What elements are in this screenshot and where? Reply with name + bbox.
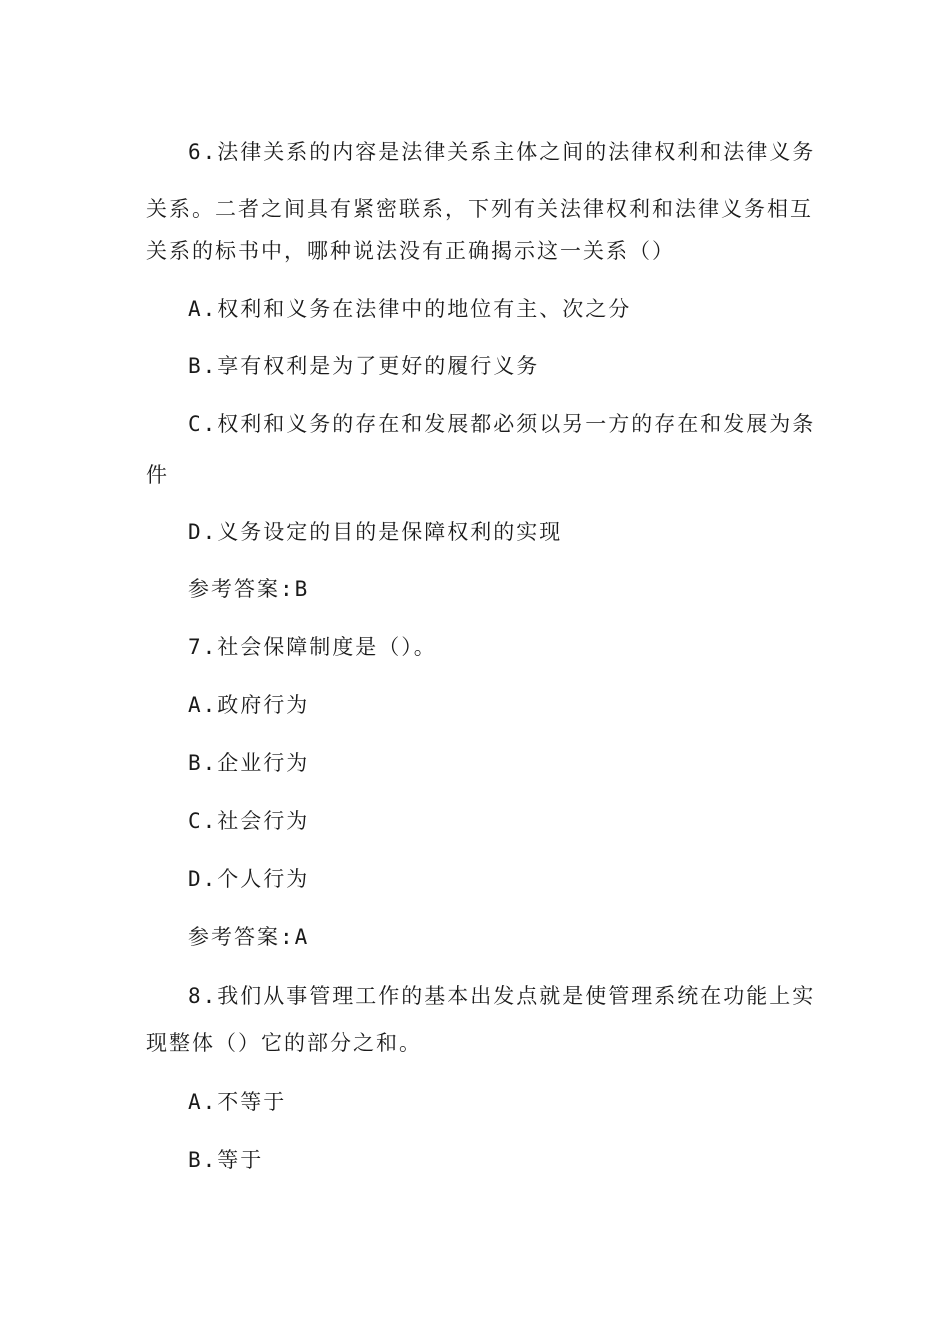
question-7-option-d: D.个人行为 (188, 867, 310, 891)
question-6-stem-line-3: 关系的标书中，哪种说法没有正确揭示这一关系（） (146, 239, 675, 263)
question-6-option-c-line-1: C.权利和义务的存在和发展都必须以另一方的存在和发展为条 (188, 412, 816, 436)
question-6-option-a: A.权利和义务在法律中的地位有主、次之分 (188, 297, 632, 321)
question-7-answer: 参考答案:A (188, 925, 310, 949)
question-7-option-a: A.政府行为 (188, 693, 310, 717)
question-6-option-c-line-2: 件 (146, 463, 169, 487)
question-8-stem-line-1: 8.我们从事管理工作的基本出发点就是使管理系统在功能上实 (188, 984, 816, 1008)
question-8-stem-line-2: 现整体（）它的部分之和。 (146, 1031, 422, 1055)
question-8-option-b: B.等于 (188, 1148, 264, 1172)
question-7-option-c: C.社会行为 (188, 809, 310, 833)
question-6-stem-line-2: 关系。二者之间具有紧密联系，下列有关法律权利和法律义务相互 (146, 197, 813, 221)
question-6-option-d: D.义务设定的目的是保障权利的实现 (188, 520, 563, 544)
question-7-stem-line-1: 7.社会保障制度是（）。 (188, 635, 437, 659)
question-7-option-b: B.企业行为 (188, 751, 310, 775)
question-6-answer: 参考答案:B (188, 577, 310, 601)
question-6-stem-line-1: 6.法律关系的内容是法律关系主体之间的法律权利和法律义务 (188, 140, 816, 164)
question-6-option-b: B.享有权利是为了更好的履行义务 (188, 354, 540, 378)
question-8-option-a: A.不等于 (188, 1090, 287, 1114)
